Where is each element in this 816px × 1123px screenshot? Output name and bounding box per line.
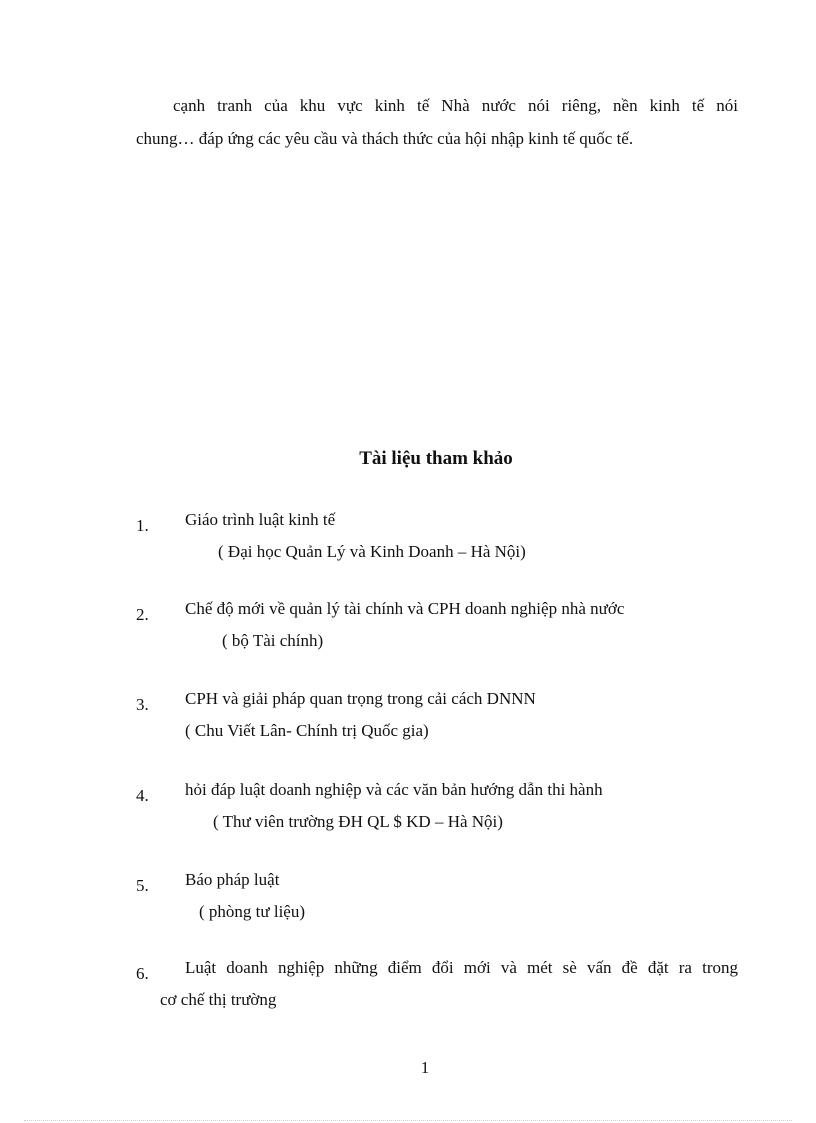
reference-title: Giáo trình luật kinh tế bbox=[185, 510, 336, 529]
reference-source: ( Chu Viết Lân- Chính trị Quốc gia) bbox=[185, 721, 429, 740]
reference-title: Luật doanh nghiệp những điểm đổi mới và mét sè vấn đề đặt ra trong bbox=[185, 958, 738, 977]
intro-line-1: cạnh tranh của khu vực kinh tế Nhà nước nói riêng, nền kinh tế nói bbox=[173, 96, 738, 115]
intro-paragraph bbox=[136, 89, 738, 155]
reference-number: 6. bbox=[136, 964, 149, 983]
page-number: 1 bbox=[420, 1058, 430, 1077]
reference-number: 5. bbox=[136, 876, 149, 895]
reference-source: ( bộ Tài chính) bbox=[222, 631, 324, 650]
reference-number: 2. bbox=[136, 605, 149, 624]
intro-line-2: chung… đáp ứng các yêu cầu và thách thức của hội nhập kinh tế quốc tế. bbox=[136, 129, 634, 148]
reference-title: Báo pháp luật bbox=[185, 870, 280, 889]
reference-source: ( Thư viên trường ĐH QL $ KD – Hà Nội) bbox=[213, 812, 503, 831]
reference-title: hỏi đáp luật doanh nghiệp và các văn bản hướng dẫn thi hành bbox=[185, 780, 603, 799]
reference-source: ( phòng tư liệu) bbox=[199, 902, 306, 921]
reference-number: 4. bbox=[136, 786, 149, 805]
reference-number: 1. bbox=[136, 516, 149, 535]
page-bottom-divider bbox=[24, 1120, 792, 1121]
reference-title: Chế độ mới về quản lý tài chính và CPH doanh nghiệp nhà nước bbox=[185, 599, 625, 618]
reference-source: ( Đại học Quản Lý và Kinh Doanh – Hà Nội) bbox=[218, 542, 526, 561]
reference-title-continued: cơ chế thị trường bbox=[160, 990, 277, 1009]
references-heading: Tài liệu tham khảo bbox=[359, 448, 513, 469]
reference-title: CPH và giải pháp quan trọng trong cải cách DNNN bbox=[185, 689, 536, 708]
reference-number: 3. bbox=[136, 695, 149, 714]
